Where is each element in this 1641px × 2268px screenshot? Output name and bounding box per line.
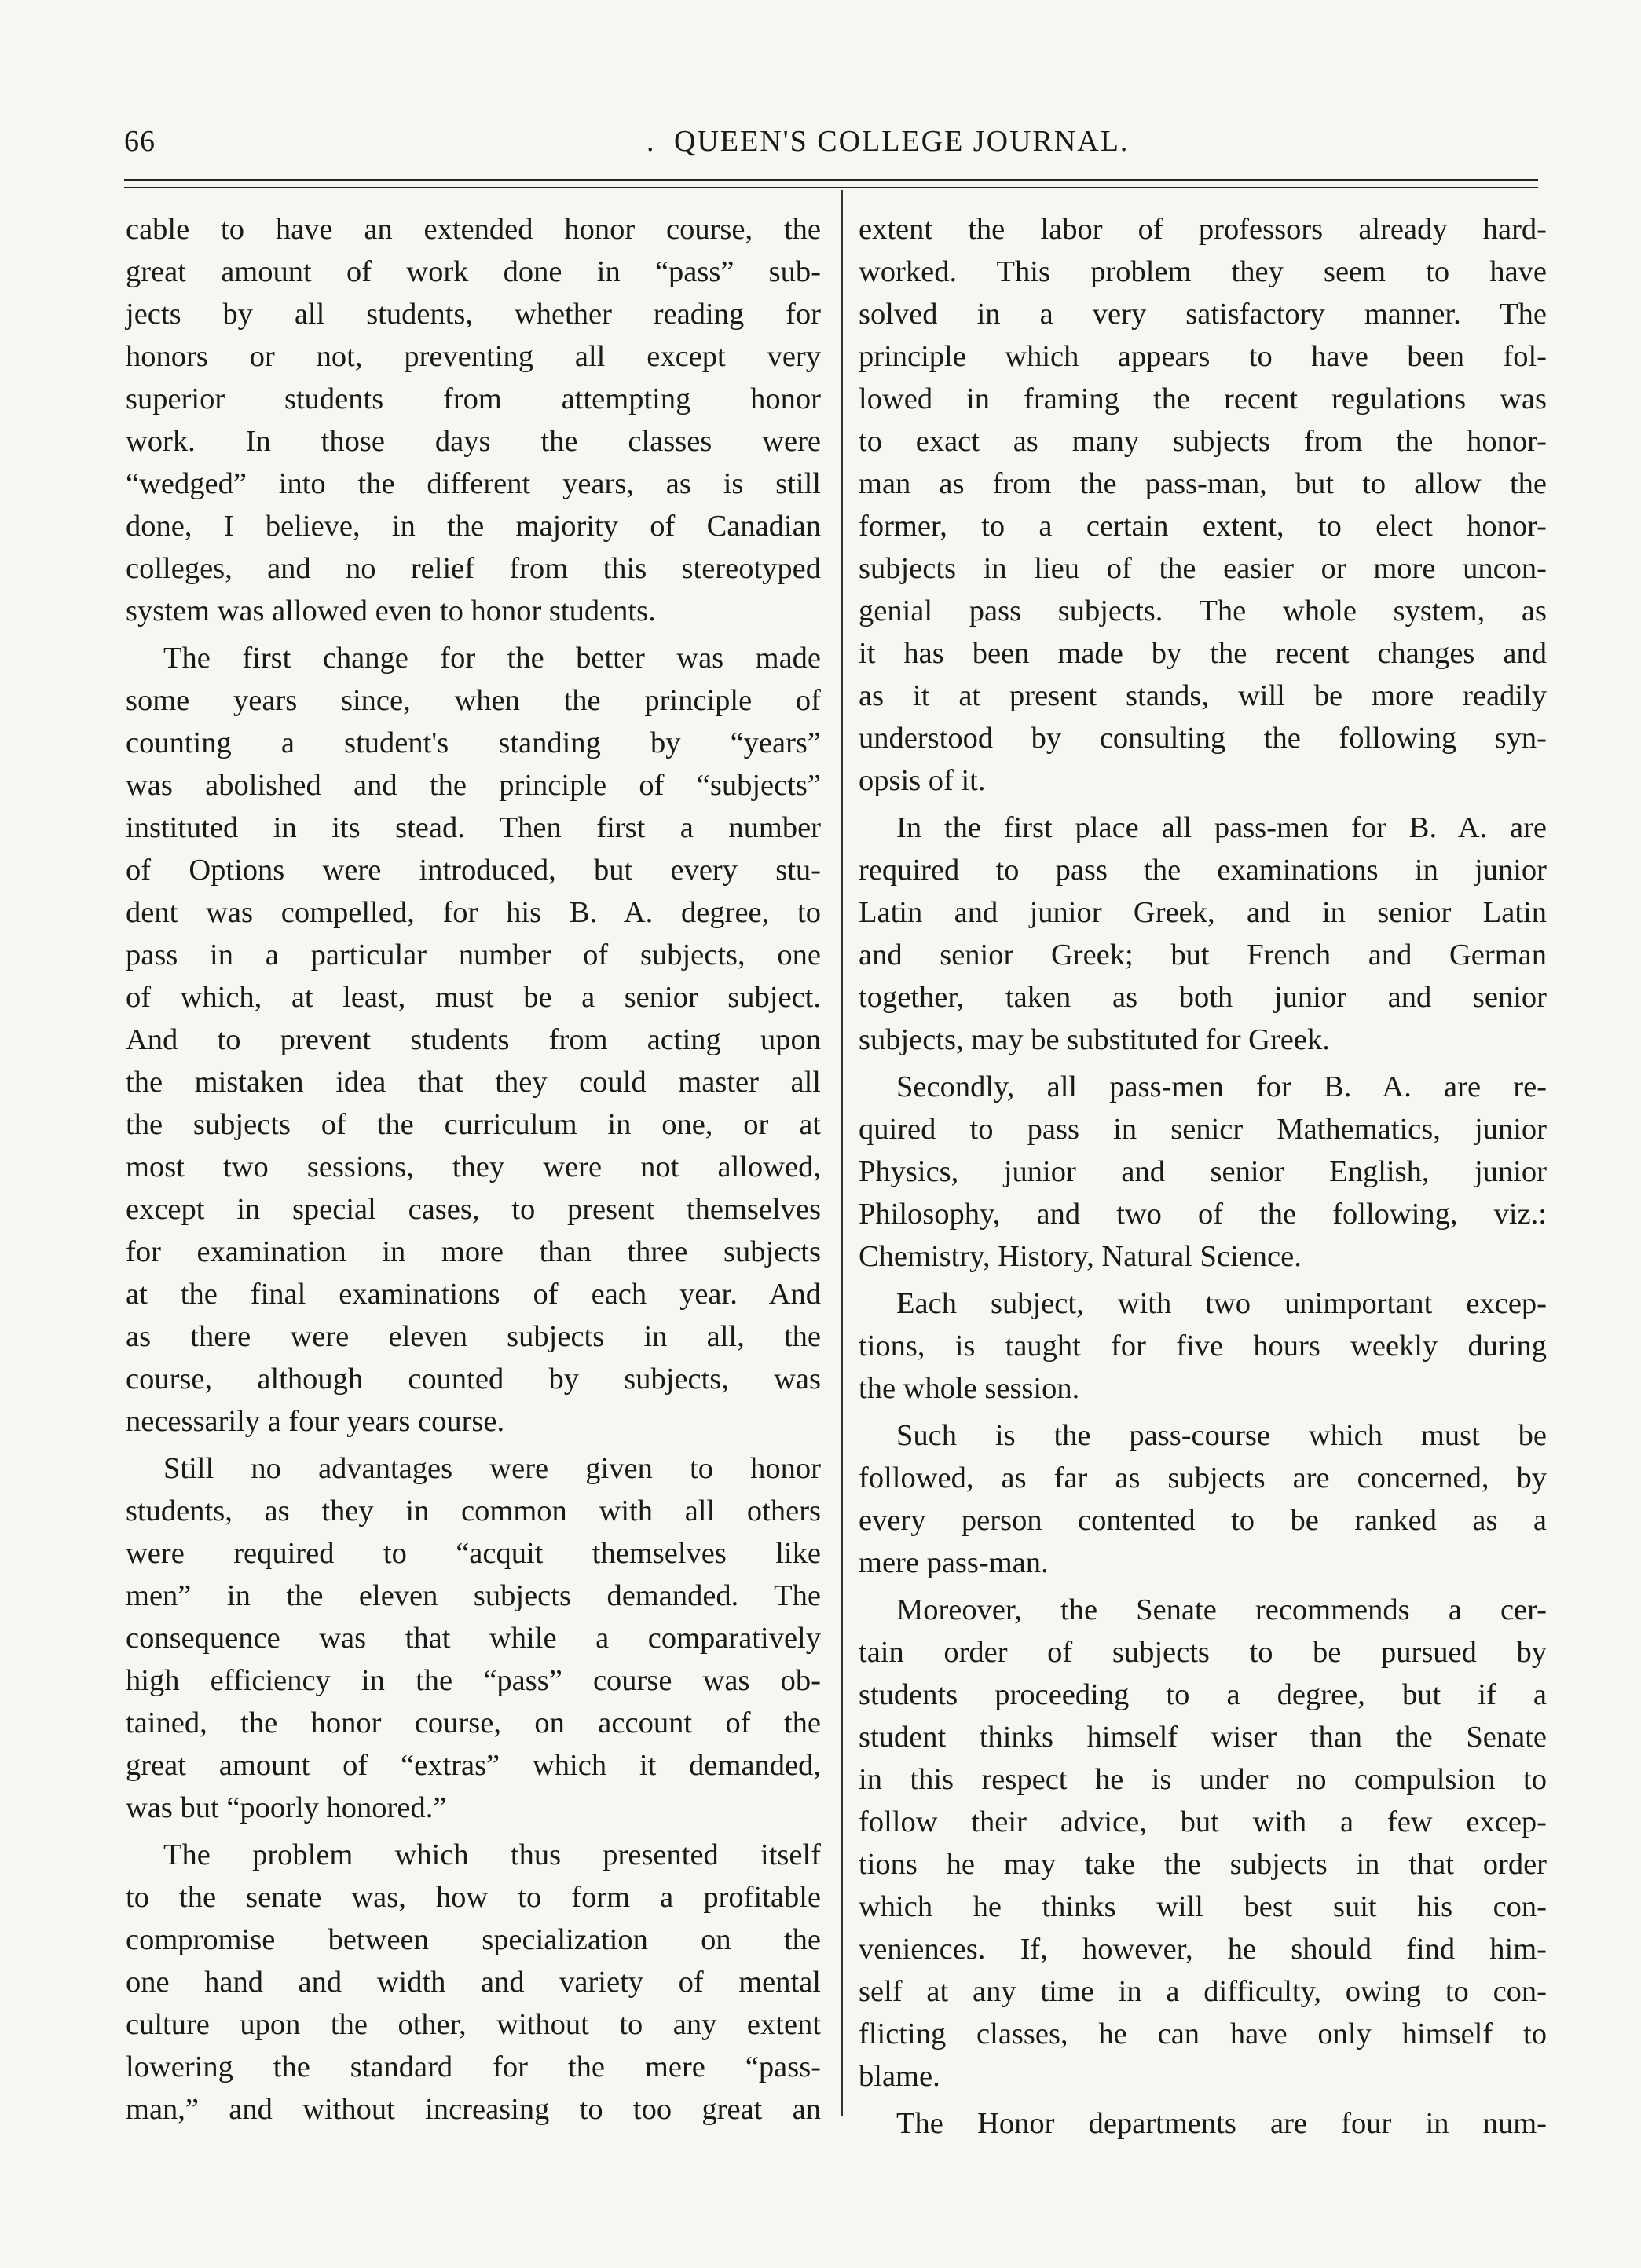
paragraph	[859, 1414, 1547, 1584]
text-line: Secondly, all pass-men for B. A. are re-	[896, 1070, 1547, 1103]
text-line: men” in the eleven subjects demanded. The	[126, 1579, 821, 1612]
text-line: follow their advice, but with a few excep-	[859, 1805, 1547, 1838]
running-title: QUEEN'S COLLEGE JOURNAL.	[674, 125, 1130, 158]
text-line: flicting classes, he can have only himself to	[859, 2017, 1547, 2050]
text-line: Each subject, with two unimportant excep-	[896, 1287, 1547, 1320]
text-line: the subjects of the curriculum in one, or at	[126, 1108, 821, 1141]
text-line: except in special cases, to present themselves	[126, 1193, 821, 1226]
text-line: Still no advantages were given to honor	[163, 1452, 821, 1485]
text-line: system was allowed even to honor students.	[126, 594, 656, 627]
text-line: understood by consulting the following syn-	[859, 722, 1547, 755]
text-line: dent was compelled, for his B. A. degree, to	[126, 896, 821, 929]
text-line: colleges, and no relief from this stereotyped	[126, 552, 821, 585]
text-line: compromise between specialization on the	[126, 1923, 821, 1956]
text-line: blame.	[859, 2060, 940, 2093]
text-line: veniences. If, however, he should find him-	[859, 1933, 1547, 1966]
text-line: required to pass the examinations in junior	[859, 854, 1547, 887]
text-line: honors or not, preventing all except very	[126, 340, 821, 373]
text-line: principle which appears to have been fol-	[859, 340, 1547, 373]
text-line: most two sessions, they were not allowed,	[126, 1150, 821, 1183]
header-dot: .	[647, 125, 654, 158]
text-line: students proceeding to a degree, but if a	[859, 1678, 1547, 1711]
text-line: of which, at least, must be a senior subject.	[126, 981, 821, 1014]
text-line: The problem which thus presented itself	[163, 1838, 821, 1871]
text-line: tain order of subjects to be pursued by	[859, 1636, 1547, 1669]
text-line: worked. This problem they seem to have	[859, 255, 1547, 288]
paragraph	[859, 1589, 1547, 2098]
text-line: and senior Greek; but French and German	[859, 938, 1547, 971]
text-line: man as from the pass-man, but to allow the	[859, 467, 1547, 500]
text-line: great amount of work done in “pass” sub-	[126, 255, 821, 288]
paragraph	[126, 637, 821, 1443]
text-line: Chemistry, History, Natural Science.	[859, 1240, 1302, 1273]
text-line: And to prevent students from acting upon	[126, 1023, 821, 1056]
text-line: In the first place all pass-men for B. A. are	[896, 811, 1547, 844]
text-line: tions he may take the subjects in that order	[859, 1848, 1547, 1881]
text-line: which he thinks will best suit his con-	[859, 1890, 1547, 1923]
text-line: cable to have an extended honor course, the	[126, 213, 821, 246]
text-line: student thinks himself wiser than the Senate	[859, 1721, 1547, 1754]
column-divider	[841, 190, 843, 2116]
text-line: as there were eleven subjects in all, the	[126, 1320, 821, 1353]
text-line: to exact as many subjects from the honor-	[859, 425, 1547, 458]
text-line: every person contented to be ranked as a	[859, 1504, 1547, 1537]
text-line: “wedged” into the different years, as is still	[126, 467, 821, 500]
text-line: subjects, may be substituted for Greek.	[859, 1023, 1330, 1056]
text-line: instituted in its stead. Then first a number	[126, 811, 821, 844]
text-line: was but “poorly honored.”	[126, 1791, 447, 1824]
text-line: pass in a particular number of subjects, one	[126, 938, 821, 971]
text-line: course, although counted by subjects, was	[126, 1363, 821, 1396]
text-line: were required to “acquit themselves like	[126, 1537, 821, 1570]
text-line: for examination in more than three subjects	[126, 1235, 821, 1268]
text-line: was abolished and the principle of “subjects”	[126, 769, 821, 802]
text-line: Physics, junior and senior English, junior	[859, 1155, 1547, 1188]
text-line: great amount of “extras” which it demanded,	[126, 1749, 821, 1782]
text-line: extent the labor of professors already hard-	[859, 213, 1547, 246]
text-line: as it at present stands, will be more readily	[859, 679, 1547, 712]
text-line: self at any time in a difficulty, owing to con-	[859, 1975, 1547, 2008]
header-rule-top	[124, 179, 1538, 181]
text-line: genial pass subjects. The whole system, as	[859, 594, 1547, 627]
left-column	[126, 208, 821, 2135]
paragraph	[126, 1447, 821, 1829]
page-number: 66	[124, 125, 156, 158]
text-line: opsis of it.	[859, 764, 986, 797]
text-line: Philosophy, and two of the following, viz.:	[859, 1198, 1547, 1231]
text-line: superior students from attempting honor	[126, 382, 821, 415]
text-line: students, as they in common with all others	[126, 1494, 821, 1527]
text-line: followed, as far as subjects are concerned, by	[859, 1461, 1547, 1494]
text-line: The first change for the better was made	[163, 642, 821, 675]
text-line: tained, the honor course, on account of the	[126, 1706, 821, 1739]
right-column	[859, 208, 1547, 2149]
text-line: The Honor departments are four in num-	[896, 2107, 1547, 2140]
header-rule-bottom	[124, 187, 1538, 188]
text-line: Latin and junior Greek, and in senior Latin	[859, 896, 1547, 929]
text-line: it has been made by the recent changes and	[859, 637, 1547, 670]
text-line: subjects in lieu of the easier or more uncon-	[859, 552, 1547, 585]
text-line: together, taken as both junior and senior	[859, 981, 1547, 1014]
text-line: counting a student's standing by “years”	[126, 726, 821, 759]
text-line: to the senate was, how to form a profitable	[126, 1881, 821, 1914]
text-line: high efficiency in the “pass” course was ob-	[126, 1664, 821, 1697]
paragraph	[859, 2102, 1547, 2145]
text-line: at the final examinations of each year. And	[126, 1278, 821, 1311]
text-line: Moreover, the Senate recommends a cer-	[896, 1593, 1547, 1626]
text-line: the whole session.	[859, 1372, 1080, 1405]
paragraph	[859, 807, 1547, 1061]
text-line: necessarily a four years course.	[126, 1405, 505, 1438]
text-line: in this respect he is under no compulsion to	[859, 1763, 1547, 1796]
paragraph	[859, 1282, 1547, 1410]
text-line: solved in a very satisfactory manner. The	[859, 298, 1547, 331]
text-line: former, to a certain extent, to elect honor-	[859, 510, 1547, 543]
text-line: lowering the standard for the mere “pass-	[126, 2050, 821, 2083]
text-line: tions, is taught for five hours weekly during	[859, 1330, 1547, 1363]
paragraph	[859, 1066, 1547, 1278]
text-line: lowed in framing the recent regulations was	[859, 382, 1547, 415]
text-line: man,” and without increasing to too great an	[126, 2093, 821, 2126]
text-line: culture upon the other, without to any extent	[126, 2008, 821, 2041]
text-line: one hand and width and variety of mental	[126, 1966, 821, 1999]
text-line: some years since, when the principle of	[126, 684, 821, 717]
page-header	[124, 124, 1538, 171]
text-line: of Options were introduced, but every stu-	[126, 854, 821, 887]
paragraph	[126, 1834, 821, 2131]
paragraph	[859, 208, 1547, 802]
text-line: the mistaken idea that they could master all	[126, 1066, 821, 1099]
text-line: quired to pass in senicr Mathematics, junior	[859, 1113, 1547, 1146]
text-line: mere pass-man.	[859, 1546, 1049, 1579]
text-line: Such is the pass-course which must be	[896, 1419, 1547, 1452]
paragraph	[126, 208, 821, 632]
text-line: jects by all students, whether reading for	[126, 298, 821, 331]
text-line: done, I believe, in the majority of Canadian	[126, 510, 821, 543]
text-line: work. In those days the classes were	[126, 425, 821, 458]
text-line: consequence was that while a comparatively	[126, 1622, 821, 1655]
